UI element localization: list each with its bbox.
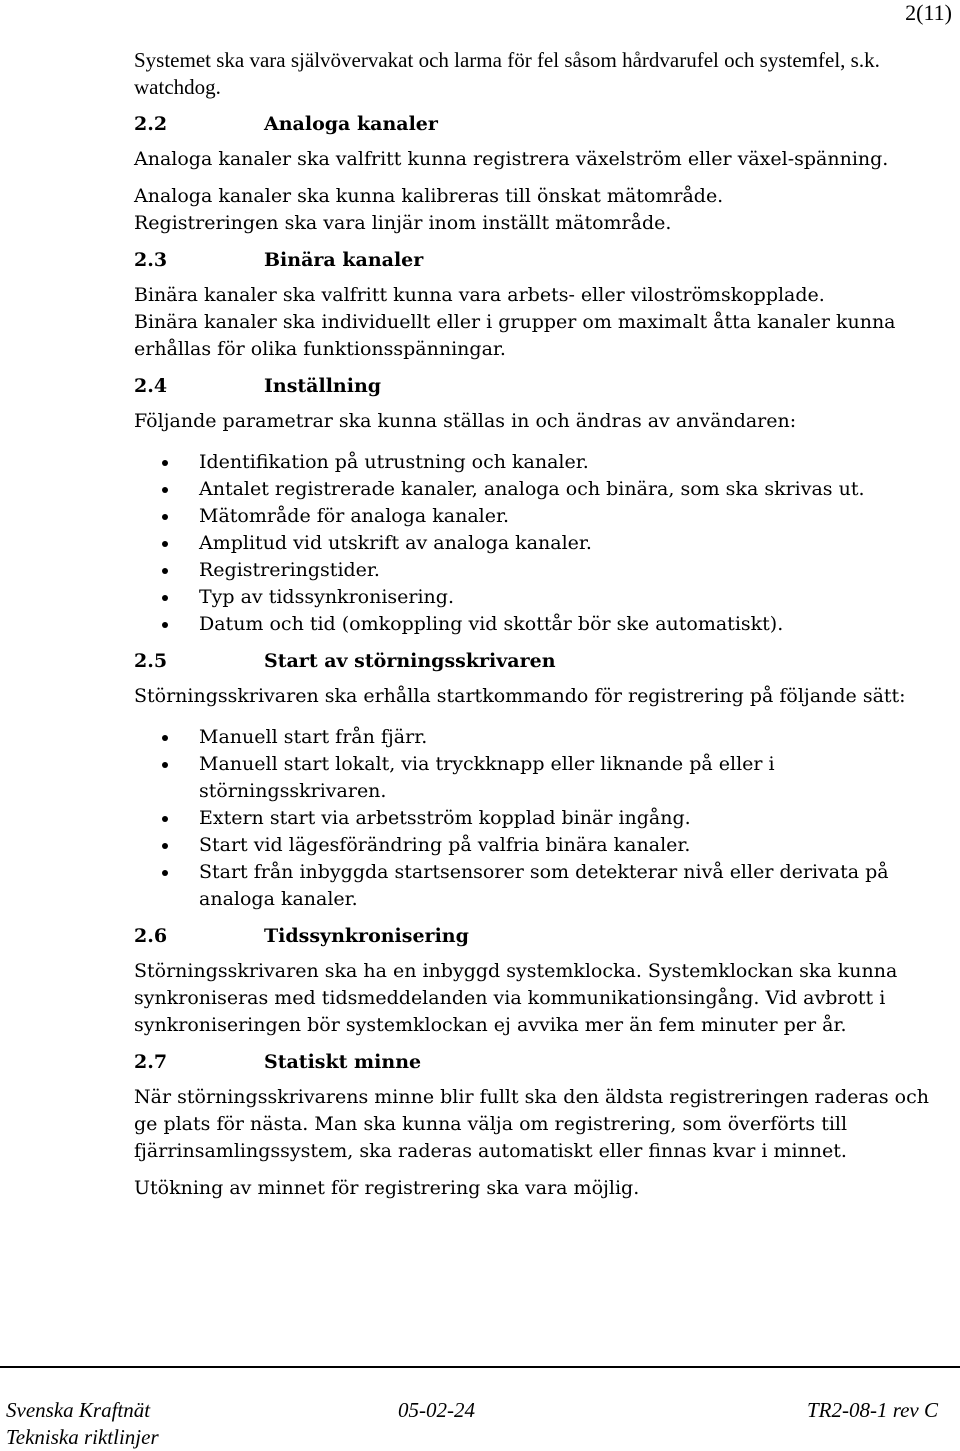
section-number: 2.5 [134, 650, 168, 672]
paragraph: Analoga kanaler ska valfritt kunna registrera växelström eller växel-spänning. [134, 148, 889, 170]
section-title: Binära kanaler [264, 249, 424, 271]
section-statiskt-minne [134, 1049, 934, 1202]
intro-paragraph: Systemet ska vara självövervakat och larma för fel såsom hårdvarufel och systemfel, s.k. watchdog. [134, 48, 880, 99]
section-number: 2.6 [134, 925, 168, 947]
list-item: Identifikation på utrustning och kanaler. [134, 449, 934, 476]
section-heading [134, 111, 934, 137]
section-start-av-storningsskrivaren [134, 648, 934, 913]
section-heading [134, 373, 934, 399]
section-number: 2.3 [134, 249, 168, 271]
bullet-list [134, 724, 934, 913]
section-binara-kanaler [134, 247, 934, 363]
section-number: 2.2 [134, 113, 168, 135]
section-heading [134, 247, 934, 273]
section-title: Statiskt minne [264, 1051, 422, 1073]
paragraph: Följande parametrar ska kunna ställas in och ändras av användaren: [134, 410, 797, 432]
paragraph: Registreringen ska vara linjär inom inställt mätområde. [134, 212, 672, 234]
paragraph: Binära kanaler ska valfritt kunna vara arbets- eller viloströmskopplade. [134, 284, 825, 306]
section-heading [134, 648, 934, 674]
bullet-list [134, 449, 934, 638]
footer-subtitle: Tekniska riktlinjer [6, 1425, 159, 1449]
section-heading [134, 923, 934, 949]
list-item: Amplitud vid utskrift av analoga kanaler. [134, 530, 934, 557]
section-number: 2.4 [134, 375, 168, 397]
list-item: Manuell start lokalt, via tryckknapp eller liknande på eller i störningsskrivaren. [134, 751, 934, 805]
paragraph: Störningsskrivaren ska erhålla startkommando för registrering på följande sätt: [134, 685, 906, 707]
footer-date: 05-02-24 [398, 1398, 475, 1422]
paragraph: Analoga kanaler ska kunna kalibreras till önskat mätområde. [134, 185, 724, 207]
footer-organization: Svenska Kraftnät [6, 1398, 151, 1422]
list-item: Registreringstider. [134, 557, 934, 584]
section-installning [134, 373, 934, 638]
footer-document-id: TR2-08-1 rev C [806, 1398, 938, 1422]
document-body [134, 47, 934, 1212]
list-item: Extern start via arbetsström kopplad binär ingång. [134, 805, 934, 832]
footer-divider [0, 1366, 960, 1368]
list-item: Typ av tidssynkronisering. [134, 584, 934, 611]
section-title: Analoga kanaler [264, 113, 438, 135]
section-tidssynkronisering [134, 923, 934, 1039]
list-item: Start från inbyggda startsensorer som detekterar nivå eller derivata på analoga kanaler. [134, 859, 934, 913]
section-heading [134, 1049, 934, 1075]
page-number: 2(11) [905, 0, 952, 25]
paragraph: Störningsskrivaren ska ha en inbyggd systemklocka. Systemklockan ska kunna synkroniseras med tidsmeddelanden via kommunikationsingång. Vid avbrott i synkroniseringen bör systemklockan ej avvika mer än fem minuter per år. [134, 960, 898, 1036]
section-analoga-kanaler [134, 111, 934, 237]
list-item: Start vid lägesförändring på valfria binära kanaler. [134, 832, 934, 859]
section-number: 2.7 [134, 1051, 168, 1073]
paragraph: Binära kanaler ska individuellt eller i grupper om maximalt åtta kanaler kunna erhållas för olika funktionsspänningar. [134, 311, 896, 360]
list-item: Antalet registrerade kanaler, analoga och binära, som ska skrivas ut. [134, 476, 934, 503]
list-item: Mätområde för analoga kanaler. [134, 503, 934, 530]
section-title: Start av störningsskrivaren [264, 650, 556, 672]
list-item: Manuell start från fjärr. [134, 724, 934, 751]
paragraph: När störningsskrivarens minne blir fullt ska den äldsta registreringen raderas och ge plats för nästa. Man ska kunna välja om registrering, som överförts till fjärrinsamlingssystem, ska raderas automatiskt eller finnas kvar i minnet. [134, 1086, 929, 1162]
list-item: Datum och tid (omkoppling vid skottår bör ske automatiskt). [134, 611, 934, 638]
paragraph: Utökning av minnet för registrering ska vara möjlig. [134, 1177, 640, 1199]
section-title: Inställning [264, 375, 382, 397]
section-title: Tidssynkronisering [264, 925, 469, 947]
